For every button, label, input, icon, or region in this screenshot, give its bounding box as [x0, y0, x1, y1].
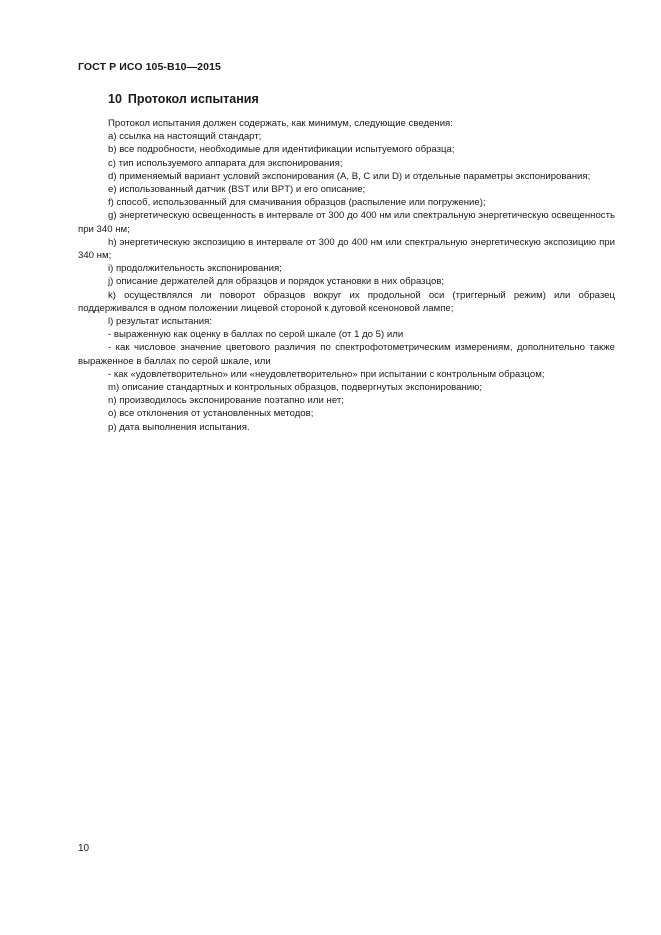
- result-option-grey-scale: - выраженную как оценку в баллах по серой шкале (от 1 до 5) или: [108, 329, 404, 341]
- section-title-text: Протокол испытания: [127, 92, 259, 106]
- list-item-g: g) энергетическую освещенность в интервале от 300 до 400 нм или спектральную энергетическую освещенность при 340 нм;: [78, 210, 615, 235]
- section-number: 10: [108, 92, 122, 106]
- list-item-o: o) все отклонения от установленных методов;: [108, 408, 314, 420]
- document-header: ГОСТ Р ИСО 105-В10—2015: [78, 61, 221, 73]
- page-number: 10: [78, 843, 90, 854]
- list-item-b: b) все подробности, необходимые для идентификации испытуемого образца;: [108, 144, 455, 156]
- list-item-a: a) ссылка на настоящий стандарт;: [108, 131, 262, 143]
- list-item-k: k) осуществлялся ли поворот образцов вокруг их продольной оси (триггерный режим) или образец поддерживался в одном положении лицевой стороной к дуговой ксеноновой лампе;: [78, 289, 615, 314]
- result-option-colour-difference: - как числовое значение цветового различия по спектрофотометрическим измерениям, дополнительно также выраженное в баллах по серой шкале, или: [78, 342, 615, 367]
- list-item-n: n) производилось экспонирование поэтапно или нет;: [108, 395, 344, 407]
- result-option-pass-fail: - как «удовлетворительно» или «неудовлетворительно» при испытании с контрольным образцом;: [108, 368, 545, 380]
- list-item-i: i) продолжительность экспонирования;: [108, 263, 282, 275]
- section-heading: [108, 92, 259, 106]
- list-item-h: h) энергетическую экспозицию в интервале от 300 до 400 нм или спектральную энергетическую экспозицию при 340 нм;: [78, 236, 615, 262]
- section-body: [78, 117, 615, 434]
- list-item-p: p) дата выполнения испытания.: [108, 421, 250, 433]
- list-item-c: c) тип используемого аппарата для экспонирования;: [108, 157, 343, 169]
- intro-paragraph: Протокол испытания должен содержать, как минимум, следующие сведения:: [108, 118, 453, 129]
- list-item-m: m) описание стандартных и контрольных образцов, подвергнутых экспонированию;: [108, 382, 482, 394]
- list-item-e: e) использованный датчик (BST или BPT) и его описание;: [108, 184, 366, 196]
- list-item-d: d) применяемый вариант условий экспонирования (A, B, C или D) и отдельные параметры экспонирования;: [108, 170, 591, 182]
- list-item-f: f) способ, использованный для смачивания образцов (распыление или погружение);: [108, 197, 486, 209]
- list-item-l: l) результат испытания:: [108, 316, 213, 328]
- list-item-j: j) описание держателей для образцов и порядок установки в них образцов;: [108, 276, 445, 288]
